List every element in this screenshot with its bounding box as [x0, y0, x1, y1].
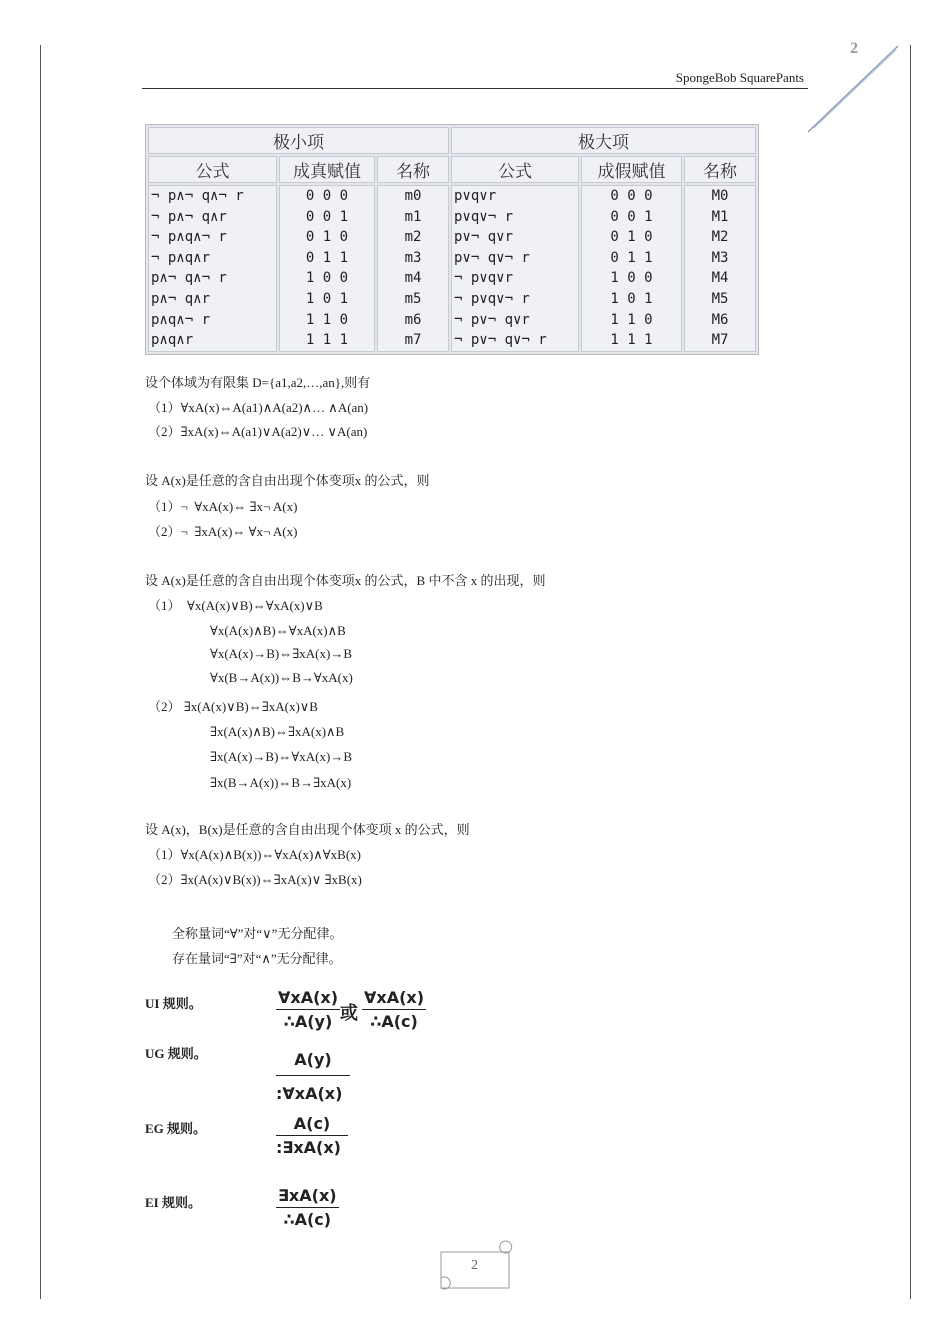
text-line: ∀x(B→A(x))⇔B→∀xA(x)	[210, 670, 353, 685]
group-header-minterm: 极小项	[148, 127, 449, 154]
text-line: （1）∀xA(x)⇔A(a1)∧A(a2)∧… ∧A(an)	[148, 400, 369, 415]
table-cell: 0 1 1	[305, 249, 349, 266]
table-cell: M6	[711, 311, 729, 328]
table-cell: ¬ p∧q∧r	[151, 249, 211, 266]
ui-fraction-1	[276, 988, 340, 1031]
table-cell: m4	[404, 270, 422, 287]
text-line: 设 A(x)是任意的含自由出现个体变项x 的公式，则	[145, 473, 430, 488]
ei-fraction	[276, 1186, 339, 1229]
col-header: 名称	[684, 156, 756, 183]
denominator: ∴A(c)	[370, 1012, 418, 1031]
text-line: 设 A(x)，B(x)是任意的含自由出现个体变项 x 的公式，则	[145, 822, 470, 837]
table-cell: M5	[711, 290, 729, 307]
table-cell: m5	[404, 290, 422, 307]
group-header-maxterm: 极大项	[451, 127, 756, 154]
table-cell: M3	[711, 249, 729, 266]
numerator: ∃xA(x)	[276, 1186, 339, 1208]
table-cell: p∨¬ q∨r	[454, 229, 514, 246]
ei-rule-label: EI 规则。	[145, 1195, 201, 1210]
header-title: SpongeBob SquarePants	[675, 70, 804, 85]
col-header: 名称	[377, 156, 449, 183]
text-line: ∀x(A(x)∧B)⇔∀xA(x)∧B	[210, 623, 346, 638]
denominator: :∀xA(x)	[276, 1084, 343, 1103]
corner-page-number: 2	[850, 40, 858, 57]
table-cell: 1 0 0	[305, 270, 349, 287]
table-cell: M1	[711, 208, 729, 225]
text-line: （2）∃x(A(x)∨B(x))⇔∃xA(x)∨ ∃xB(x)	[148, 872, 362, 887]
table-cell: M7	[711, 332, 729, 349]
col-header: 成真赋值	[279, 156, 375, 183]
table-cell: m2	[404, 229, 422, 246]
table-cell: p∧¬ q∧r	[151, 290, 211, 307]
text-line: （1） ∀x(A(x)∨B)⇔∀xA(x)∨B	[148, 598, 323, 613]
table-cell: 0 1 1	[610, 249, 653, 266]
denominator: ∴A(c)	[283, 1210, 332, 1229]
table-body-row	[148, 185, 756, 352]
eg-fraction	[276, 1114, 348, 1157]
table-cell: p∧q∧r	[151, 332, 194, 349]
ug-fraction	[276, 1050, 350, 1103]
numerator: ∀xA(x)	[276, 988, 340, 1010]
text-line: 全称量词“∀”对“∨”无分配律。	[172, 926, 343, 941]
table-cell: m6	[404, 311, 422, 328]
text-line: ∀x(A(x)→B)⇔∃xA(x)→B	[210, 646, 352, 661]
table-cell: M0	[711, 188, 729, 204]
table-cell: p∨q∨r	[454, 188, 497, 204]
table-cell: 0 0 1	[610, 208, 653, 225]
denominator: ∴A(y)	[283, 1012, 333, 1031]
table-cell: ¬ p∧q∧¬ r	[151, 229, 227, 246]
table-cell: m0	[404, 188, 422, 204]
right-margin-line	[910, 45, 911, 1299]
table-column-cell	[581, 185, 682, 352]
table-cell: ¬ p∧¬ q∧¬ r	[151, 188, 244, 204]
text-line: 设个体域为有限集 D={a1,a2,…,an},则有	[145, 375, 371, 390]
table-cell: 1 0 0	[610, 270, 653, 287]
numerator: A(y)	[276, 1050, 350, 1076]
text-line: 设 A(x)是任意的含自由出现个体变项x 的公式，B 中不含 x 的出现，则	[145, 573, 546, 588]
text-line: ∃x(A(x)∧B)⇔∃xA(x)∧B	[210, 724, 345, 739]
table-cell: 1 0 1	[610, 290, 653, 307]
table-cell: p∧q∧¬ r	[151, 311, 211, 328]
table-cell: m7	[404, 332, 422, 349]
ug-rule-label: UG 规则。	[145, 1046, 207, 1061]
text-line: （2）¬ ∃xA(x)⇔ ∀x¬ A(x)	[148, 524, 298, 539]
table-column-cell	[451, 185, 579, 352]
table-cell: M2	[711, 229, 729, 246]
table-cell: 0 1 0	[305, 229, 349, 246]
text-line: （2）∃xA(x)⇔A(a1)∨A(a2)∨… ∨A(an)	[148, 424, 368, 439]
col-header: 成假赋值	[581, 156, 682, 183]
table-cell: p∨¬ q∨¬ r	[454, 249, 530, 266]
ui-rule-label: UI 规则。	[145, 996, 202, 1011]
text-line: （1）¬ ∀xA(x)⇔ ∃x¬ A(x)	[148, 499, 298, 514]
table-cell: 0 0 0	[610, 188, 653, 204]
table-cell: p∨q∨¬ r	[454, 208, 514, 225]
header-rule	[142, 88, 808, 89]
numerator: A(c)	[276, 1114, 348, 1136]
table-column-cell	[148, 185, 277, 352]
page-number: 2	[471, 1258, 478, 1273]
table-column-cell	[377, 185, 449, 352]
text-line: （2） ∃x(A(x)∨B)⇔∃xA(x)∨B	[148, 699, 318, 714]
table-cell: ¬ p∨¬ q∨¬ r	[454, 332, 547, 349]
denominator: :∃xA(x)	[276, 1138, 341, 1157]
text-line: ∃x(B→A(x))⇔B→∃xA(x)	[210, 775, 352, 790]
table-cell: ¬ p∨q∨¬ r	[454, 290, 530, 307]
table-cell: 1 1 0	[305, 311, 349, 328]
table-cell: 1 1 1	[305, 332, 349, 349]
numerator: ∀xA(x)	[362, 988, 426, 1010]
table-cell: M4	[711, 270, 729, 287]
table-cell: 1 1 0	[610, 311, 653, 328]
text-line: （1）∀x(A(x)∧B(x))⇔∀xA(x)∧∀xB(x)	[148, 847, 361, 862]
text-line: ∃x(A(x)→B)⇔∀xA(x)→B	[210, 749, 352, 764]
table-column-cell	[684, 185, 756, 352]
table-cell: ¬ p∨q∨r	[454, 270, 514, 287]
col-header: 公式	[451, 156, 579, 183]
table-cell: 1 1 1	[610, 332, 653, 349]
table-cell: ¬ p∨¬ q∨r	[454, 311, 530, 328]
text-line: 存在量词“∃”对“∧”无分配律。	[172, 951, 342, 966]
col-header: 公式	[148, 156, 277, 183]
table-cell: 0 0 1	[305, 208, 349, 225]
table-cell: 1 0 1	[305, 290, 349, 307]
minterm-maxterm-table	[145, 124, 759, 355]
table-column-cell	[279, 185, 375, 352]
table-cell: 0 0 0	[305, 188, 349, 204]
table-cell: m1	[404, 208, 422, 225]
table-cell: ¬ p∧¬ q∧r	[151, 208, 227, 225]
or-label: 或	[340, 1003, 358, 1024]
left-margin-line	[40, 45, 41, 1299]
table-cell: p∧¬ q∧¬ r	[151, 270, 227, 287]
table-cell: m3	[404, 249, 422, 266]
table-cell: 0 1 0	[610, 229, 653, 246]
ui-fraction-2	[362, 988, 426, 1031]
eg-rule-label: EG 规则。	[145, 1121, 207, 1136]
